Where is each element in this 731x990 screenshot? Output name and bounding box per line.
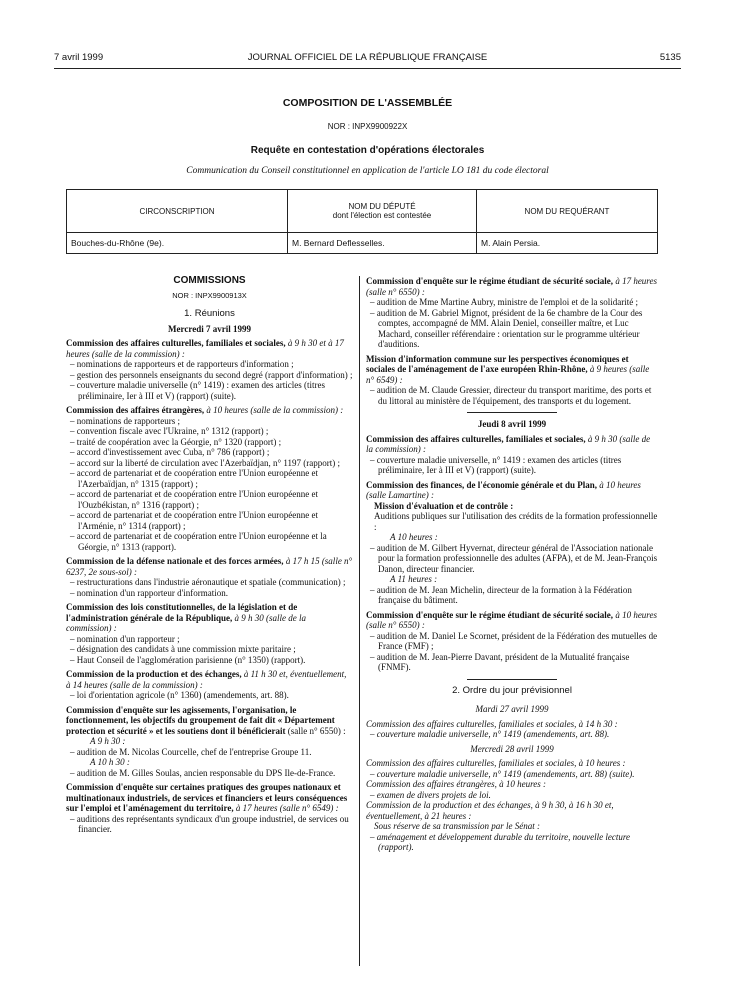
commissions-heading: COMMISSIONS: [173, 275, 246, 286]
reunions-heading: 1. Réunions: [184, 308, 235, 319]
list-item: – couverture maladie universelle, n° 1419 (amendements, art. 88).: [370, 729, 610, 739]
agenda-entry: Commission d'enquête sur les agissements, l'organisation, le fonctionnement, les objectifs du groupement de fait dit « Département protection et sécurité » et les soutiens dont il bénéficierait (salle n° 6550) :: [66, 704, 346, 736]
list-item: – accord sur la liberté de circulation avec l'Azerbaïdjan, n° 1197 (rapport) ;: [70, 457, 341, 468]
list-item: – loi d'orientation agricole (n° 1360) (amendements, art. 88).: [70, 690, 289, 700]
header-journal-title: JOURNAL OFFICIEL DE LA RÉPUBLIQUE FRANÇAISE: [247, 52, 488, 63]
list-item: – couverture maladie universelle (n° 1419) : examen des articles (titres préliminaire, Ier à III et V) (rapport) (suite).: [70, 380, 326, 401]
agenda-entry: Commission des lois constitutionnelles, de la législation et de l'administration générale de la République, à 9 h 30 (salle de la commission) :: [66, 602, 307, 633]
list-item: – nominations de rapporteurs ;: [70, 415, 180, 426]
time-label: A 10 h 30 :: [90, 757, 130, 767]
list-item: – aménagement et développement durable du territoire, nouvelle lecture (rapport).: [370, 831, 631, 852]
col-header-requerant: NOM DU REQUÉRANT: [477, 190, 658, 233]
col-header-depute: NOM DU DÉPUTÉ dont l'élection est contestée: [288, 190, 477, 233]
auditions-intro: Auditions publiques sur l'utilisation des crédits de la formation professionnelle :: [374, 511, 658, 532]
mission-heading: Mission d'évaluation et de contrôle :: [374, 500, 514, 511]
agenda-entry: Commission des affaires culturelles, familiales et sociales, à 9 h 30 et à 17 heures (salle de la commission) :: [66, 338, 344, 359]
day-heading: Jeudi 8 avril 1999: [477, 419, 547, 429]
list-item: – audition de M. Gilbert Hyvernat, directeur général de l'Association nationale pour la formation professionnelle des adultes (AFPA), et de M. Jean-François Danon, directeur financier.: [370, 542, 658, 574]
agenda-entry: Commission des affaires culturelles, familiales et sociales, à 9 h 30 (salle de la commission) :: [366, 433, 651, 454]
agenda-entry: Commission de la production et des échanges, à 11 h 30 et, éventuellement, à 14 heures (salle de la commission) :: [66, 669, 347, 690]
list-item: – audition de Mme Martine Aubry, ministre de l'emploi et de la solidarité ;: [370, 297, 638, 307]
left-column: [66, 276, 353, 835]
list-item: – restructurations dans l'industrie aéronautique et spatiale (communication) ;: [70, 577, 346, 587]
agenda-entry: Commission de la défense nationale et des forces armées, à 17 h 15 (salle n° 6237, 2e sous-sol) :: [66, 556, 353, 577]
list-item: – accord d'investissement avec Cuba, n° 786 (rapport) ;: [70, 447, 270, 457]
cell-circonscription: Bouches-du-Rhône (9e).: [67, 233, 288, 254]
time-label: A 10 heures :: [390, 532, 438, 542]
list-item: – audition de M. Daniel Le Scornet, président de la Fédération des mutuelles de France (FMF) ;: [370, 630, 658, 651]
list-item: – nominations de rapporteurs et de rapporteurs d'information ;: [70, 359, 294, 369]
subsection-title: Requête en contestation d'opérations électorales: [250, 145, 485, 156]
list-item: – audition de M. Nicolas Courcelle, chef de l'entreprise Groupe 11.: [70, 746, 312, 757]
column-divider: [359, 276, 360, 966]
time-label: A 9 h 30 :: [90, 736, 126, 746]
contestation-table: [66, 189, 658, 254]
col-header-circonscription: CIRCONSCRIPTION: [67, 190, 288, 233]
ordre-du-jour-heading: 2. Ordre du jour prévisionnel: [452, 684, 572, 696]
header-date: 7 avril 1999: [54, 52, 104, 63]
list-item: – audition de M. Gilles Soulas, ancien responsable du DPS Ile-de-France.: [70, 767, 336, 778]
agenda-entry: Commission des finances, de l'économie générale et du Plan, à 10 heures (salle Lamartine) :: [366, 479, 641, 500]
reserve-note: Sous réserve de sa transmission par le Sénat :: [374, 821, 540, 831]
time-label: A 11 heures :: [390, 574, 438, 584]
list-item: – nomination d'un rapporteur d'information.: [70, 587, 228, 598]
agenda-entry: Commission d'enquête sur le régime étudiant de sécurité sociale, à 10 heures (salle n° 6550) :: [366, 609, 657, 630]
list-item: – accord de partenariat et de coopération entre l'Union européenne et l'Ouzbékistan, n° 1316 (rapport) ;: [70, 489, 319, 510]
list-item: – accord de partenariat et de coopération entre l'Union européenne et la Géorgie, n° 1313 (rapport).: [70, 531, 327, 552]
list-item: – couverture maladie universelle, n° 1419 (amendements, art. 88) (suite).: [370, 768, 635, 779]
list-item: – audition de M. Jean-Pierre Davant, président de la Mutualité française (FNMF).: [370, 651, 630, 672]
day-heading: Mercredi 28 avril 1999: [470, 743, 554, 754]
list-item: – audition de M. Gabriel Mignot, président de la 6e chambre de la Cour des comptes, accompagné de MM. Alain Deniel, conseiller maître, et Luc Machard, conseiller référendaire : orientation sur le programme ultérieur d'auditions.: [370, 307, 643, 349]
agenda-entry: Commission des affaires culturelles, familiales et sociales, à 14 h 30 :: [366, 718, 618, 729]
list-item: – accord de partenariat et de coopération entre l'Union européenne et l'Azerbaïdjan, n° 1315 (rapport) ;: [70, 468, 319, 489]
running-header: [54, 52, 681, 66]
list-item: – gestion des personnels enseignants du second degré (rapport d'information) ;: [70, 369, 353, 380]
list-item: – accord de partenariat et de coopération entre l'Union européenne et l'Arménie, n° 1314 (rapport) ;: [70, 510, 319, 531]
list-item: – auditions des représentants syndicaux d'un groupe industriel, de services ou financier.: [70, 813, 349, 834]
agenda-entry: Commission d'enquête sur certaines pratiques des groupes nationaux et multinationaux industriels, de services et financiers et leurs conséquences sur l'emploi et l'aménagement du territoire, à 17 heures (salle n° 6549) :: [66, 782, 348, 813]
list-item: – traité de coopération avec la Géorgie, n° 1320 (rapport) ;: [70, 436, 282, 447]
list-item: – nomination d'un rapporteur ;: [70, 633, 180, 644]
communication-line: Communication du Conseil constitutionnel en application de l'article LO 181 du code électoral: [186, 166, 549, 176]
agenda-entry: Commission des affaires étrangères, à 10 heures (salle de la commission) :: [66, 405, 344, 415]
cell-requerant: M. Alain Persia.: [477, 233, 658, 254]
list-item: – examen de divers projets de loi.: [370, 789, 491, 800]
right-column: [366, 276, 658, 853]
section-divider: [467, 679, 557, 680]
header-rule: [54, 68, 681, 69]
agenda-entry: Commission de la production et des échanges, à 9 h 30, à 16 h 30 et, éventuellement, à 21 heures :: [366, 800, 614, 821]
section-title: COMPOSITION DE L'ASSEMBLÉE: [282, 97, 453, 109]
cell-depute: M. Bernard Deflesselles.: [288, 233, 477, 254]
header-page-number: 5135: [659, 52, 681, 63]
list-item: – Haut Conseil de l'agglomération parisienne (n° 1350) (rapport).: [70, 654, 306, 665]
day-heading: Mardi 27 avril 1999: [475, 704, 549, 714]
section-divider: [467, 412, 557, 413]
agenda-entry: Commission des affaires culturelles, familiales et sociales, à 10 heures :: [366, 758, 626, 768]
list-item: – couverture maladie universelle, n° 1419 : examen des articles (titres préliminaire, Ier à III et V) (rapport) (suite).: [370, 454, 622, 475]
list-item: – audition de M. Claude Gressier, directeur du transport maritime, des ports et du littoral au ministère de l'équipement, des transports et du logement.: [370, 385, 652, 406]
agenda-entry: Commission des affaires étrangères, à 10 heures :: [366, 779, 546, 789]
agenda-entry: Commission d'enquête sur le régime étudiant de sécurité sociale, à 17 heures (salle n° 6550) :: [366, 276, 657, 297]
list-item: – désignation des candidats à une commission mixte paritaire ;: [70, 644, 296, 654]
commissions-nor: NOR : INPX9900913X: [172, 290, 247, 300]
table-row: [67, 233, 658, 254]
day-heading: Mercredi 7 avril 1999: [168, 323, 251, 334]
agenda-entry: Mission d'information commune sur les perspectives économiques et sociales de l'aménagement de l'axe européen Rhin-Rhône, à 9 heures (salle n° 6549) :: [366, 353, 650, 385]
nor-reference: NOR : INPX9900922X: [327, 122, 408, 131]
list-item: – audition de M. Jean Michelin, directeur de la formation à la Fédération française du bâtiment.: [370, 584, 632, 605]
list-item: – convention fiscale avec l'Ukraine, n° 1312 (rapport) ;: [70, 426, 269, 436]
